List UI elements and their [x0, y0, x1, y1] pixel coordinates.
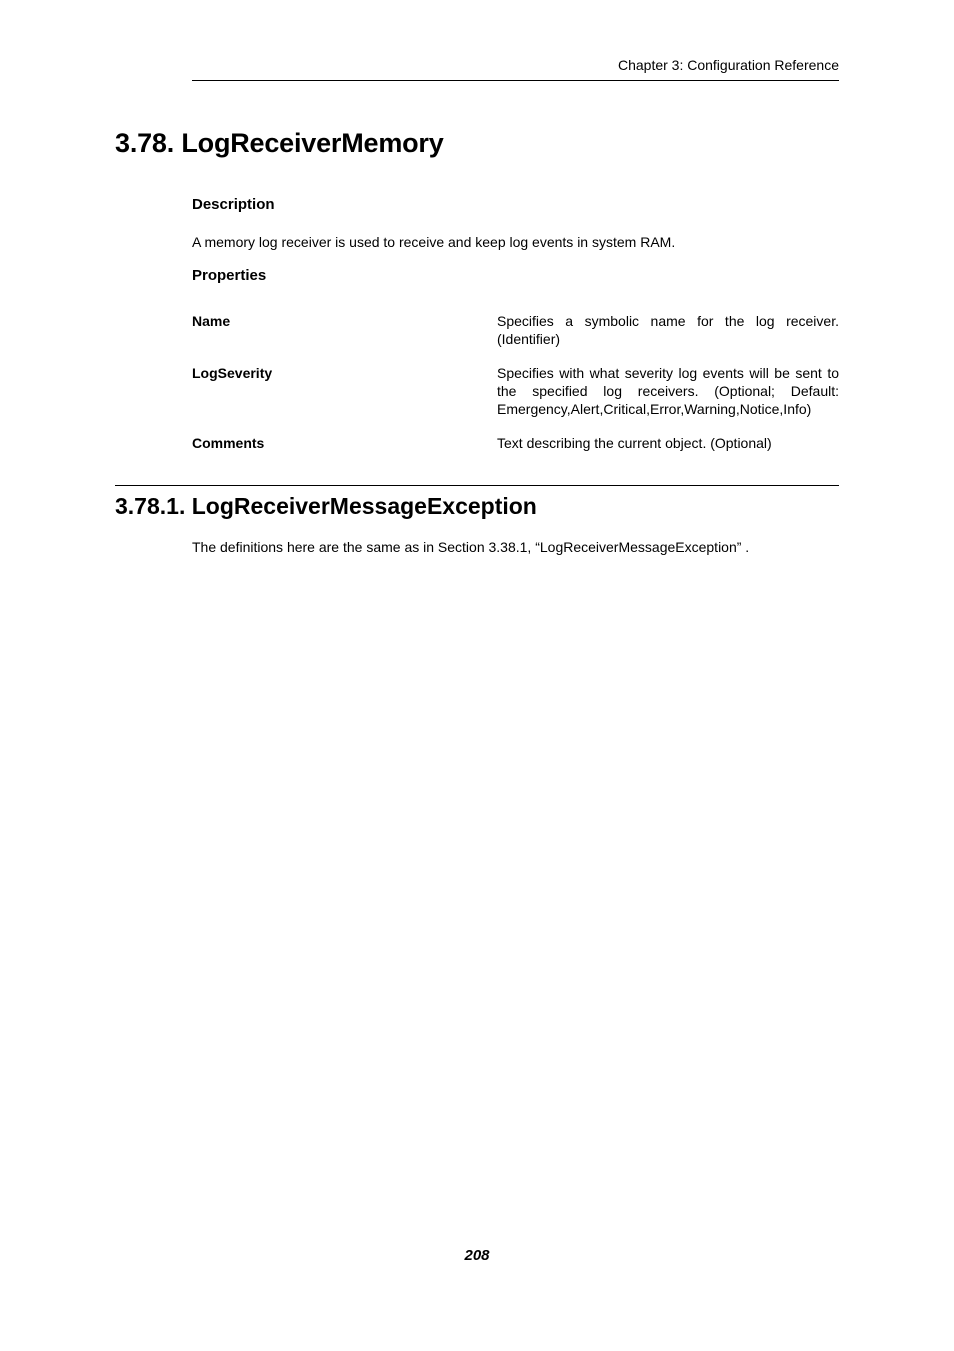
property-name: Comments: [192, 435, 265, 451]
property-description: Specifies a symbolic name for the log receiver. (Identifier): [497, 313, 839, 347]
subsection-divider: [115, 485, 839, 486]
properties-heading: Properties: [192, 267, 267, 284]
property-name: LogSeverity: [192, 365, 273, 381]
running-header: [192, 55, 839, 81]
property-name: Name: [192, 313, 231, 329]
properties-list: [192, 312, 839, 468]
page-number: 208: [464, 1247, 490, 1264]
property-description: Specifies with what severity log events will be sent to the specified log receivers. (Optional; Default: Emergency,Alert,Critical,Error,Warning,Notice,Info): [497, 365, 839, 417]
property-row-logseverity: [192, 364, 839, 418]
section-title: 3.78. LogReceiverMemory: [115, 128, 444, 158]
subsection-title: 3.78.1. LogReceiverMessageException: [115, 493, 537, 519]
description-heading: Description: [192, 196, 275, 213]
property-row-name: [192, 312, 839, 348]
property-row-comments: [192, 434, 839, 452]
property-description: Text describing the current object. (Optional): [497, 435, 772, 451]
chapter-title: Chapter 3: Configuration Reference: [617, 57, 839, 73]
description-text: A memory log receiver is used to receive and keep log events in system RAM.: [192, 234, 676, 250]
subsection-text: The definitions here are the same as in Section 3.38.1, “LogReceiverMessageException” .: [192, 539, 750, 555]
